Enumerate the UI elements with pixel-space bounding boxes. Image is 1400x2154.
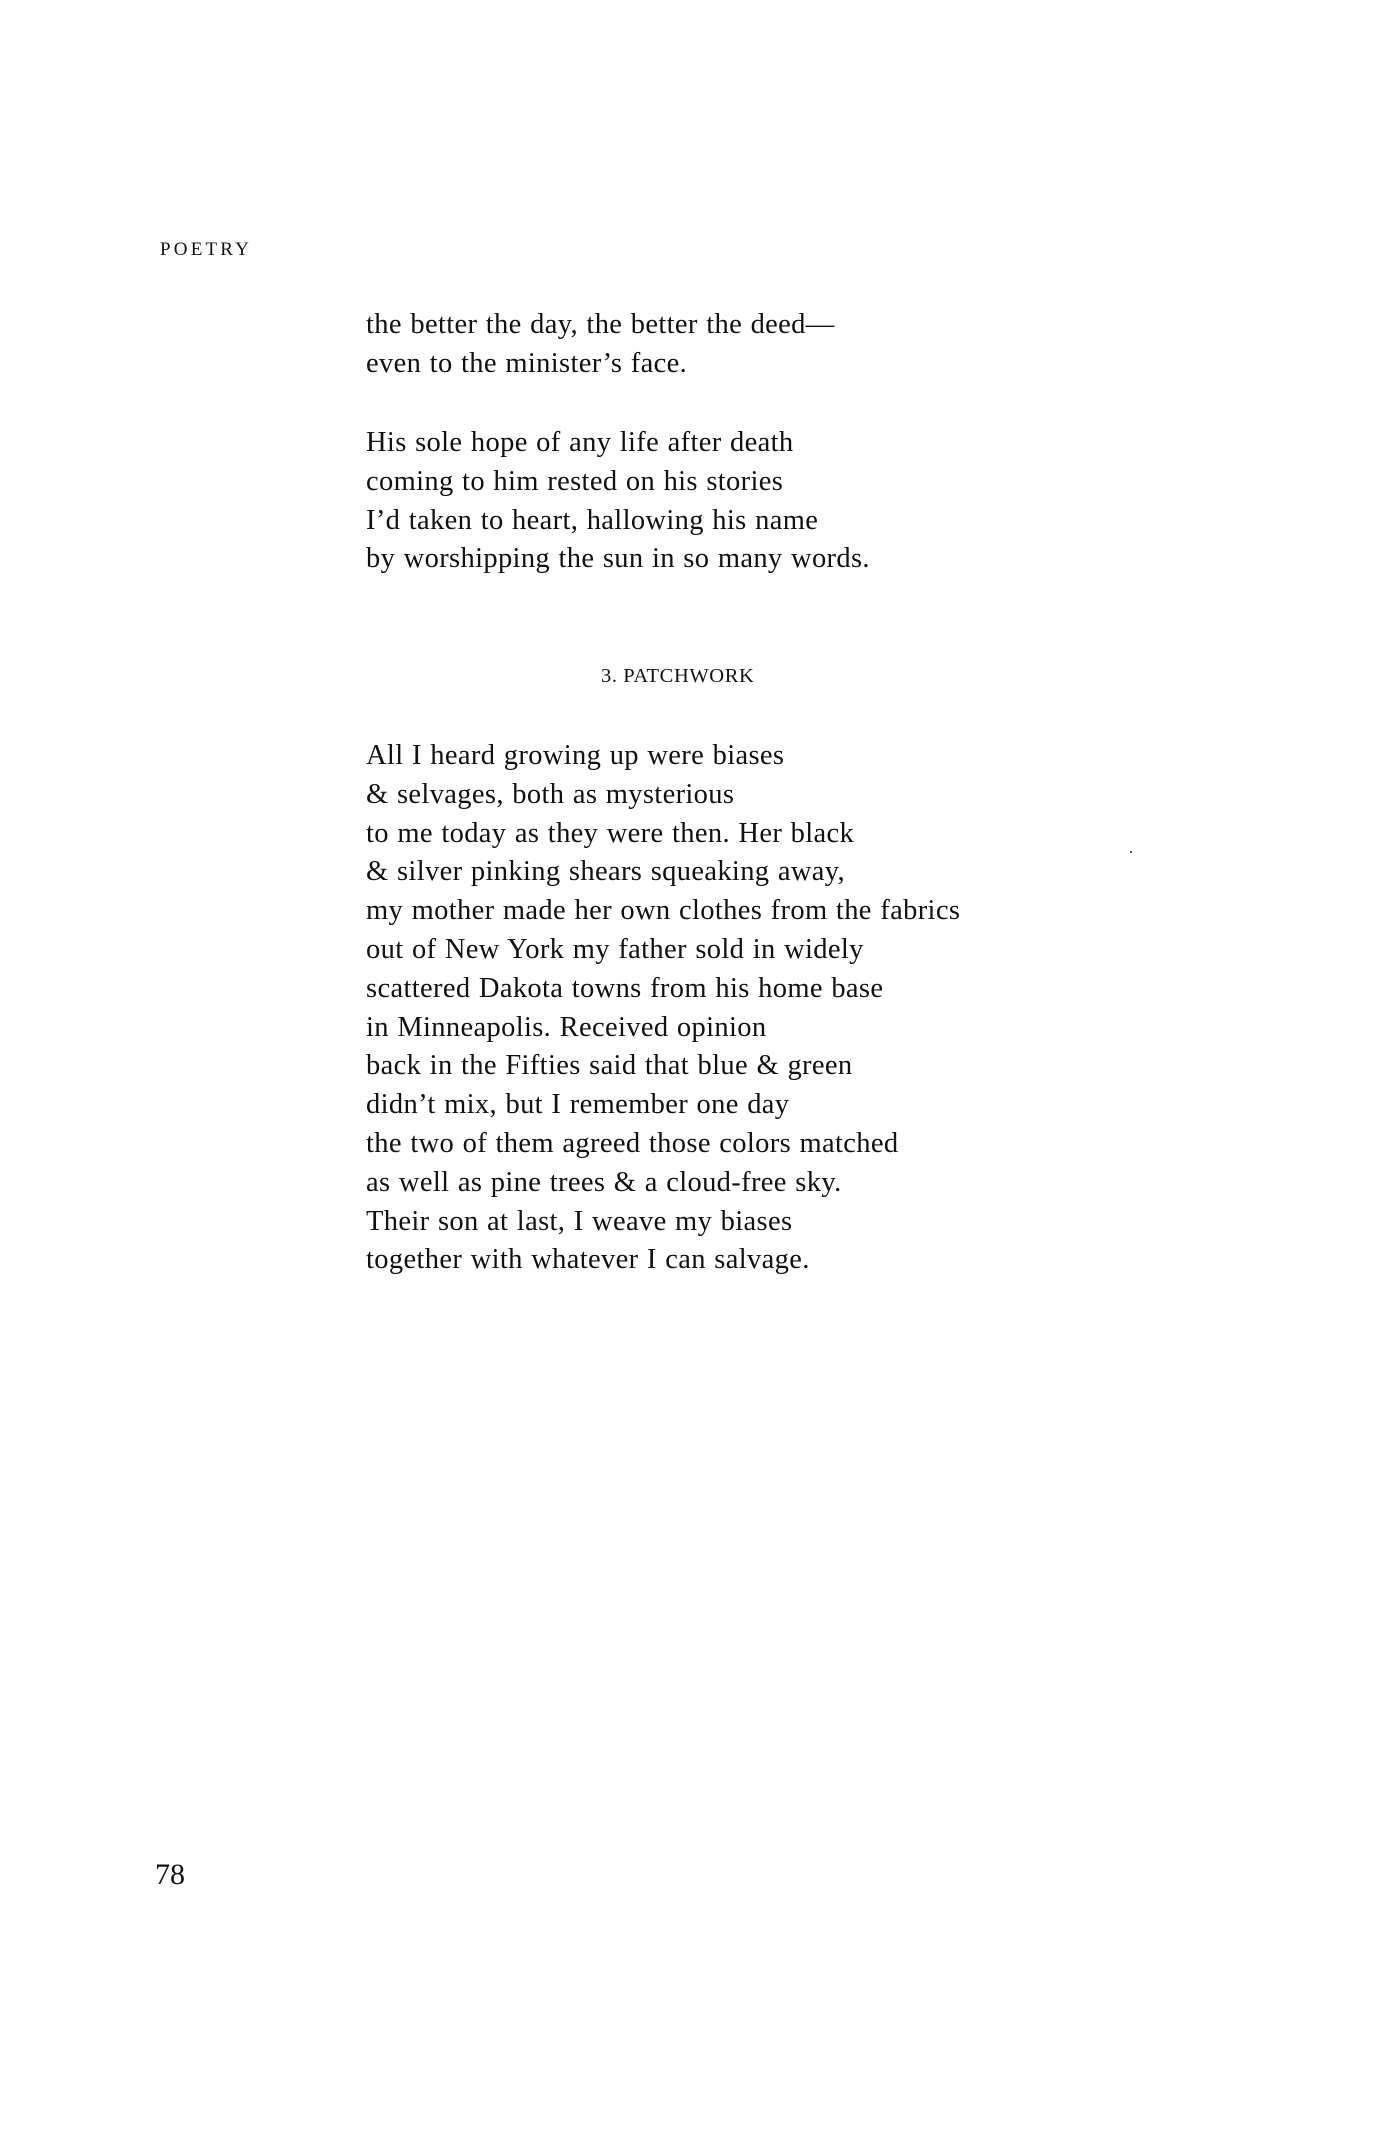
section-title-text: 3. PATCHWORK bbox=[601, 665, 755, 687]
poem-line: the better the day, the better the deed— bbox=[366, 309, 835, 340]
poem-line: coming to him rested on his stories bbox=[366, 465, 784, 497]
poem-line: out of New York my father sold in widely bbox=[366, 933, 864, 965]
poem-line: the two of them agreed those colors matched bbox=[366, 1127, 899, 1159]
patchwork-stanza bbox=[366, 737, 960, 1280]
poem-line: in Minneapolis. Received opinion bbox=[366, 1011, 767, 1043]
poem-line: as well as pine trees & a cloud-free sky. bbox=[366, 1166, 842, 1198]
poem-line: His sole hope of any life after death bbox=[366, 427, 794, 458]
poem-line: I’d taken to heart, hallowing his name bbox=[366, 504, 819, 536]
poem-line: to me today as they were then. Her black bbox=[366, 817, 855, 849]
poem-line: Their son at last, I weave my biases bbox=[366, 1205, 793, 1237]
poem-line: didn’t mix, but I remember one day bbox=[366, 1089, 790, 1121]
poem-stanza-1 bbox=[366, 306, 835, 384]
poem-line: back in the Fifties said that blue & green bbox=[366, 1050, 853, 1082]
poem-line: even to the minister’s face. bbox=[366, 347, 688, 379]
scan-speck bbox=[1130, 851, 1132, 853]
poem-stanza-2 bbox=[366, 424, 870, 579]
poem-line: All I heard growing up were biases bbox=[366, 740, 785, 771]
poem-line: & silver pinking shears squeaking away, bbox=[366, 856, 846, 888]
poem-line: my mother made her own clothes from the fabrics bbox=[366, 895, 961, 927]
page-number: 78 bbox=[155, 1858, 185, 1891]
poem-line: together with whatever I can salvage. bbox=[366, 1244, 810, 1276]
running-head: POETRY bbox=[160, 239, 253, 260]
poem-line: by worshipping the sun in so many words. bbox=[366, 543, 870, 575]
poem-line: & selvages, both as mysterious bbox=[366, 778, 735, 810]
poem-line: scattered Dakota towns from his home base bbox=[366, 972, 884, 1004]
